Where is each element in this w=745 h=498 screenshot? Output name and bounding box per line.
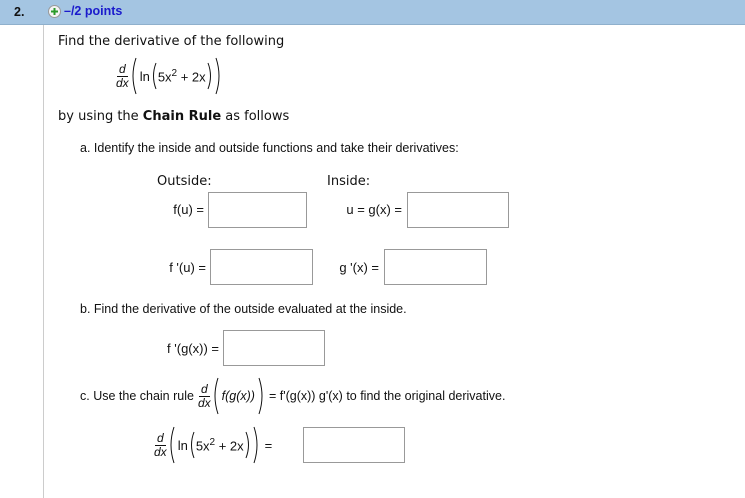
right-paren-icon bbox=[244, 431, 252, 459]
fpgx-label: f '(g(x)) = bbox=[167, 341, 219, 356]
ln-text: ln bbox=[139, 68, 150, 84]
fpu-input[interactable] bbox=[210, 249, 313, 285]
term-2x: + 2x bbox=[215, 438, 244, 454]
gpx-input[interactable] bbox=[384, 249, 487, 285]
left-paren-icon bbox=[211, 377, 220, 415]
term-5x: 5x bbox=[195, 438, 210, 454]
left-paren-icon bbox=[188, 431, 196, 459]
part-c-line bbox=[80, 376, 505, 416]
dx-denominator: dx bbox=[154, 444, 167, 459]
fgx-text: f(g(x)) bbox=[221, 389, 255, 403]
d-numerator: d bbox=[157, 430, 164, 445]
part-b-label: b. Find the derivative of the outside evaluated at the inside. bbox=[80, 302, 407, 316]
exponent: 2 bbox=[171, 67, 178, 79]
ugx-label: u = g(x) = bbox=[346, 202, 402, 217]
part-c-label: c. Use the chain rule bbox=[80, 389, 194, 403]
right-paren-icon bbox=[214, 57, 223, 95]
question-number: 2. bbox=[14, 5, 25, 19]
exponent: 2 bbox=[209, 436, 216, 448]
dx-denominator: dx bbox=[116, 75, 129, 90]
question-intro: Find the derivative of the following bbox=[58, 34, 285, 49]
ugx-input[interactable] bbox=[407, 192, 509, 228]
term-5x: 5x bbox=[157, 69, 172, 85]
fu-label: f(u) = bbox=[173, 202, 204, 217]
method-text: by using the Chain Rule as follows bbox=[58, 109, 290, 124]
left-paren-icon bbox=[167, 426, 176, 464]
ln-text: ln bbox=[177, 437, 188, 453]
right-paren-icon bbox=[252, 426, 261, 464]
d-numerator: d bbox=[200, 381, 208, 396]
left-paren-icon bbox=[129, 57, 138, 95]
right-paren-icon bbox=[206, 62, 214, 90]
fpgx-input[interactable] bbox=[223, 330, 325, 366]
main-expression bbox=[116, 56, 223, 96]
term-2x: + 2x bbox=[177, 69, 206, 85]
final-expression bbox=[154, 425, 272, 465]
chain-rule-text: = f'(g(x)) g'(x) to find the original derivative. bbox=[268, 389, 506, 403]
equals-sign: = bbox=[264, 437, 273, 453]
points-link[interactable]: –/2 points bbox=[64, 4, 123, 18]
part-a-label: a. Identify the inside and outside functions and take their derivatives: bbox=[80, 141, 459, 155]
final-derivative-input[interactable] bbox=[303, 427, 405, 463]
outside-heading: Outside: bbox=[157, 174, 212, 189]
gpx-label: g '(x) = bbox=[339, 260, 379, 275]
inside-heading: Inside: bbox=[327, 174, 371, 189]
dx-denominator: dx bbox=[197, 395, 211, 410]
fu-input[interactable] bbox=[208, 192, 307, 228]
right-paren-icon bbox=[257, 377, 266, 415]
left-divider bbox=[43, 25, 44, 498]
expand-plus-icon[interactable] bbox=[48, 5, 61, 18]
left-paren-icon bbox=[150, 62, 158, 90]
fpu-label: f '(u) = bbox=[169, 260, 206, 275]
d-numerator: d bbox=[119, 61, 126, 76]
